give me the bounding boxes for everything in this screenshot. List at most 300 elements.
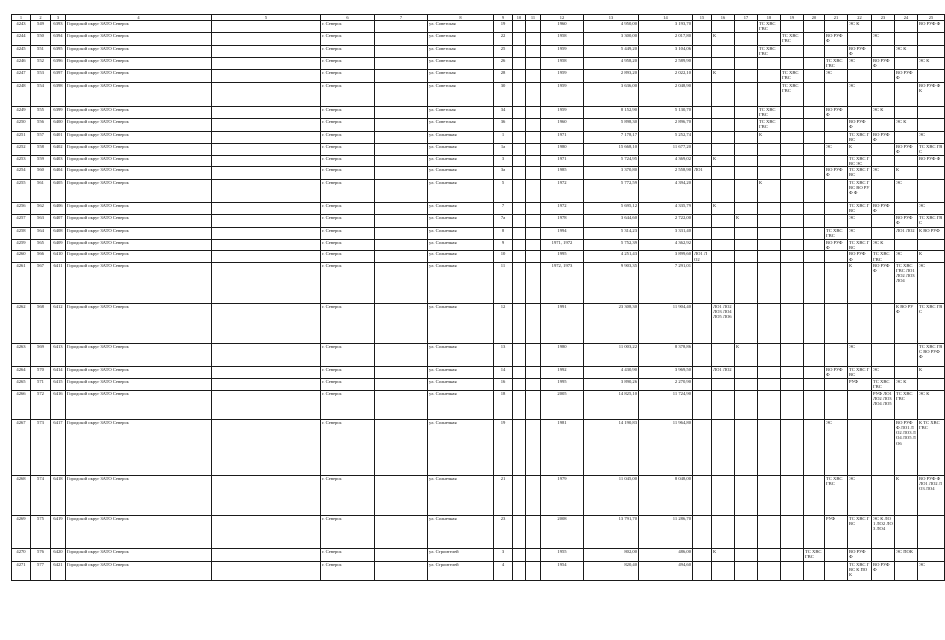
- table-cell-col-22: [848, 262, 872, 303]
- table-row: [12, 106, 945, 118]
- cell-text: ТС ХВС ГВС: [759, 118, 776, 129]
- table-cell-col-9: [494, 378, 513, 390]
- cell-text: Городской округ ЗАТО Северск: [67, 57, 129, 63]
- cell-text: 570: [37, 366, 44, 372]
- table-cell-col-13: [584, 419, 639, 475]
- cell-text: ВО РУФ Ф: [826, 106, 843, 117]
- table-cell-col-15: [693, 515, 712, 548]
- table-cell-col-18: [758, 32, 781, 45]
- table-cell-col-25: [918, 118, 945, 131]
- table-cell-col-18: [758, 366, 781, 378]
- table-cell-col-11: [526, 167, 541, 180]
- table-cell-col-22: [848, 303, 872, 343]
- cell-text: ВО РУФ Ф: [826, 240, 843, 251]
- table-cell-col-2: [31, 561, 51, 580]
- cell-text: ЭС: [826, 69, 833, 75]
- cell-text: г. Северск: [322, 240, 342, 246]
- cell-text: ул. Советская: [429, 118, 456, 124]
- table-cell-col-16: [712, 378, 735, 390]
- table-cell-col-5: [212, 69, 321, 82]
- table-cell-col-7: [375, 475, 428, 515]
- table-cell-col-19: [781, 45, 804, 57]
- table-cell-col-21: [825, 180, 848, 203]
- cell-text: 11 724,90: [672, 390, 691, 396]
- table-cell-col-3: [51, 180, 66, 203]
- table-cell-col-3: [51, 203, 66, 215]
- cell-text: г. Северск: [322, 390, 342, 396]
- table-cell-col-9: [494, 215, 513, 228]
- table-cell-col-3: [51, 45, 66, 57]
- table-cell-col-13: [584, 390, 639, 419]
- table-cell-col-16: [712, 419, 735, 475]
- table-cell-col-3: [51, 21, 66, 32]
- table-cell-col-15: [693, 106, 712, 118]
- cell-text: 1а: [500, 143, 506, 149]
- table-cell-col-17: [735, 167, 758, 180]
- table-cell-col-17: [735, 180, 758, 203]
- cell-text: Городской округ ЗАТО Северск: [67, 366, 129, 372]
- cell-text: 6401: [53, 131, 63, 137]
- table-cell-col-14: [639, 57, 693, 69]
- cell-text: 8 152,90: [620, 106, 637, 112]
- table-cell-col-24: [895, 32, 918, 45]
- table-cell-col-2: [31, 515, 51, 548]
- table-cell-col-25: [918, 228, 945, 240]
- table-cell-col-1: [12, 143, 31, 155]
- table-row: [12, 21, 945, 32]
- cell-text: 4243: [16, 21, 26, 27]
- table-cell-col-3: [51, 155, 66, 166]
- table-cell-col-25: [918, 167, 945, 180]
- cell-text: К: [713, 32, 717, 38]
- table-cell-col-15: [693, 155, 712, 166]
- table-cell-col-5: [212, 45, 321, 57]
- table-cell-col-15: [693, 82, 712, 106]
- table-cell-col-16: [712, 228, 735, 240]
- table-cell-col-4: [66, 32, 212, 45]
- table-cell-col-7: [375, 180, 428, 203]
- table-cell-col-20: [804, 561, 825, 580]
- table-cell-col-19: [781, 167, 804, 180]
- table-cell-col-18: [758, 155, 781, 166]
- table-cell-col-7: [375, 419, 428, 475]
- cell-text: 4245: [16, 45, 26, 51]
- table-cell-col-4: [66, 82, 212, 106]
- cell-text: 6398: [53, 82, 63, 88]
- column-number-8: 8: [428, 15, 494, 21]
- table-cell-col-1: [12, 378, 31, 390]
- table-cell-col-16: [712, 390, 735, 419]
- table-cell-col-6: [321, 203, 375, 215]
- table-cell-col-13: [584, 378, 639, 390]
- cell-text: 6417: [53, 419, 63, 425]
- cell-text: 14 825,10: [618, 390, 637, 396]
- table-cell-col-25: [918, 180, 945, 203]
- cell-text: 2 893,20: [620, 69, 637, 75]
- cell-text: 1979: [557, 475, 567, 481]
- table-cell-col-8: [428, 366, 494, 378]
- table-cell-col-5: [212, 106, 321, 118]
- cell-text: Городской округ ЗАТО Северск: [67, 106, 129, 112]
- cell-text: 564: [37, 228, 44, 234]
- table-cell-col-7: [375, 390, 428, 419]
- cell-text: ЭС: [896, 251, 903, 257]
- cell-text: ЛО1 ЛО2: [896, 228, 915, 234]
- cell-text: 2 896,70: [674, 118, 691, 124]
- table-cell-col-4: [66, 419, 212, 475]
- table-row: [12, 118, 945, 131]
- table-cell-col-16: [712, 343, 735, 366]
- table-cell-col-23: [872, 475, 895, 515]
- table-cell-col-21: [825, 515, 848, 548]
- cell-text: 560: [37, 167, 44, 173]
- cell-text: 566: [37, 251, 44, 257]
- cell-text: 559: [37, 155, 44, 161]
- table-cell-col-25: [918, 419, 945, 475]
- table-cell-col-22: [848, 561, 872, 580]
- table-cell-col-21: [825, 548, 848, 561]
- table-cell-col-18: [758, 228, 781, 240]
- table-cell-col-10: [513, 118, 526, 131]
- table-cell-col-15: [693, 475, 712, 515]
- table-cell-col-25: [918, 215, 945, 228]
- cell-text: ул. Солнечная: [429, 515, 457, 521]
- cell-text: 4 369,02: [674, 155, 691, 161]
- table-cell-col-15: [693, 378, 712, 390]
- table-cell-col-2: [31, 475, 51, 515]
- cell-text: ул. Солнечная: [429, 215, 457, 221]
- table-cell-col-18: [758, 131, 781, 143]
- table-cell-col-16: [712, 251, 735, 262]
- table-cell-col-2: [31, 69, 51, 82]
- cell-text: ВО РУФ Ф К: [919, 82, 941, 93]
- table-cell-col-1: [12, 69, 31, 82]
- cell-text: ЭС: [826, 143, 833, 149]
- cell-text: ВО РУФ Ф: [826, 32, 843, 43]
- cell-text: 3 899,60: [674, 251, 691, 257]
- table-cell-col-18: [758, 57, 781, 69]
- column-number-10: 10: [513, 15, 526, 21]
- column-number-25: 25: [918, 15, 945, 21]
- table-cell-col-1: [12, 167, 31, 180]
- cell-text: 562: [37, 203, 44, 209]
- table-cell-col-10: [513, 106, 526, 118]
- cell-text: К: [849, 262, 853, 268]
- table-cell-col-22: [848, 180, 872, 203]
- table-cell-col-14: [639, 419, 693, 475]
- table-cell-col-2: [31, 366, 51, 378]
- cell-text: ЭС: [873, 366, 880, 372]
- table-cell-col-14: [639, 69, 693, 82]
- table-cell-col-11: [526, 69, 541, 82]
- table-cell-col-20: [804, 180, 825, 203]
- cell-text: Городской округ ЗАТО Северск: [67, 203, 129, 209]
- cell-text: 15 668,10: [618, 143, 637, 149]
- table-row: [12, 32, 945, 45]
- table-cell-col-3: [51, 240, 66, 251]
- table-cell-col-7: [375, 215, 428, 228]
- table-cell-col-6: [321, 262, 375, 303]
- table-cell-col-9: [494, 240, 513, 251]
- table-cell-col-20: [804, 390, 825, 419]
- table-cell-col-10: [513, 155, 526, 166]
- cell-text: 575: [37, 515, 44, 521]
- table-cell-col-21: [825, 203, 848, 215]
- table-cell-col-13: [584, 69, 639, 82]
- table-cell-col-25: [918, 45, 945, 57]
- cell-text: 1980: [557, 343, 567, 349]
- cell-text: 4 335,79: [674, 203, 691, 209]
- cell-text: 7 291,01: [674, 262, 691, 268]
- table-row: [12, 561, 945, 580]
- table-cell-col-19: [781, 118, 804, 131]
- cell-text: 4266: [16, 390, 26, 396]
- table-cell-col-9: [494, 21, 513, 32]
- table-cell-col-15: [693, 131, 712, 143]
- table-cell-col-17: [735, 240, 758, 251]
- cell-text: К ВО РУФ: [896, 303, 914, 315]
- table-cell-col-10: [513, 419, 526, 475]
- table-cell-col-5: [212, 366, 321, 378]
- table-cell-col-13: [584, 548, 639, 561]
- table-cell-col-10: [513, 180, 526, 203]
- cell-text: 5 130,70: [674, 106, 691, 112]
- cell-text: Городской округ ЗАТО Северск: [67, 343, 129, 349]
- table-cell-col-24: [895, 106, 918, 118]
- table-row: [12, 155, 945, 166]
- cell-text: 19: [500, 419, 506, 425]
- cell-text: 26: [500, 57, 506, 63]
- cell-text: 565: [37, 240, 44, 246]
- table-cell-col-9: [494, 561, 513, 580]
- cell-text: ВО РУФ Ф: [873, 561, 890, 573]
- cell-text: ул. Солнечная: [429, 475, 457, 481]
- table-cell-col-18: [758, 82, 781, 106]
- table-cell-col-13: [584, 303, 639, 343]
- table-cell-col-24: [895, 262, 918, 303]
- table-cell-col-17: [735, 419, 758, 475]
- table-cell-col-12: [541, 82, 584, 106]
- cell-text: 11 045,00: [618, 475, 637, 481]
- table-cell-col-7: [375, 203, 428, 215]
- cell-text: ЭС: [873, 167, 880, 173]
- table-cell-col-8: [428, 378, 494, 390]
- cell-text: ЛО1 ЛО2: [713, 366, 732, 372]
- table-cell-col-8: [428, 143, 494, 155]
- table-cell-col-13: [584, 180, 639, 203]
- cell-text: 2 722,00: [674, 215, 691, 221]
- cell-text: ЭС К: [919, 57, 930, 63]
- table-cell-col-5: [212, 419, 321, 475]
- cell-text: Городской округ ЗАТО Северск: [67, 228, 129, 234]
- cell-text: 19: [500, 21, 506, 27]
- table-cell-col-25: [918, 82, 945, 106]
- table-cell-col-14: [639, 515, 693, 548]
- table-cell-col-2: [31, 82, 51, 106]
- table-cell-col-1: [12, 82, 31, 106]
- column-number-18: 18: [758, 15, 781, 21]
- table-cell-col-21: [825, 419, 848, 475]
- cell-text: 4268: [16, 475, 26, 481]
- table-cell-col-8: [428, 155, 494, 166]
- cell-text: 4265: [16, 378, 26, 384]
- table-cell-col-25: [918, 106, 945, 118]
- cell-text: Городской округ ЗАТО Северск: [67, 215, 129, 221]
- cell-text: ЛО1 ЛО2: [694, 251, 707, 262]
- table-cell-col-3: [51, 390, 66, 419]
- cell-text: ЭС: [849, 57, 856, 63]
- cell-text: 4244: [16, 32, 26, 38]
- table-cell-col-1: [12, 228, 31, 240]
- table-cell-col-16: [712, 106, 735, 118]
- cell-text: 3 104,06: [674, 45, 691, 51]
- cell-text: 6419: [53, 515, 63, 521]
- cell-text: ул. Советская: [429, 45, 456, 51]
- table-cell-col-9: [494, 106, 513, 118]
- table-cell-col-25: [918, 21, 945, 32]
- table-cell-col-1: [12, 561, 31, 580]
- table-cell-col-11: [526, 180, 541, 203]
- table-cell-col-6: [321, 215, 375, 228]
- table-cell-col-16: [712, 82, 735, 106]
- table-cell-col-3: [51, 82, 66, 106]
- table-cell-col-16: [712, 475, 735, 515]
- cell-text: ТС ХВС ГВС: [849, 131, 870, 142]
- column-number-1: 1: [12, 15, 31, 21]
- cell-text: ВО РУФ Ф: [896, 69, 913, 80]
- cell-text: 18: [500, 390, 506, 396]
- cell-text: г. Северск: [322, 69, 342, 75]
- table-cell-col-5: [212, 155, 321, 166]
- table-cell-col-16: [712, 143, 735, 155]
- table-row: [12, 167, 945, 180]
- cell-text: 2 022,10: [674, 69, 691, 75]
- table-row: [12, 262, 945, 303]
- cell-text: Городской округ ЗАТО Северск: [67, 32, 129, 38]
- table-cell-col-15: [693, 303, 712, 343]
- table-cell-col-7: [375, 251, 428, 262]
- cell-text: 22: [500, 32, 506, 38]
- table-cell-col-13: [584, 45, 639, 57]
- cell-text: Городской округ ЗАТО Северск: [67, 45, 129, 51]
- table-cell-col-3: [51, 475, 66, 515]
- column-number-14: 14: [639, 15, 693, 21]
- table-cell-col-14: [639, 155, 693, 166]
- table-cell-col-19: [781, 366, 804, 378]
- table-cell-col-4: [66, 303, 212, 343]
- cell-text: ул. Солнечная: [429, 378, 457, 384]
- table-cell-col-6: [321, 419, 375, 475]
- table-cell-col-10: [513, 390, 526, 419]
- table-cell-col-7: [375, 343, 428, 366]
- table-cell-col-7: [375, 155, 428, 166]
- cell-text: 5 752,39: [620, 240, 637, 246]
- table-cell-col-22: [848, 167, 872, 180]
- cell-text: ВО РУФ Ф: [849, 45, 866, 56]
- cell-text: 2 048,90: [674, 82, 691, 88]
- table-cell-col-13: [584, 32, 639, 45]
- cell-text: 6418: [53, 475, 63, 481]
- cell-text: ТС ХВС ГВС: [849, 167, 870, 178]
- cell-text: ТС ХВС ГВС ЛО1 ЛО2 ЛО3 ЛО4: [896, 262, 915, 284]
- table-cell-col-22: [848, 390, 872, 419]
- table-cell-col-9: [494, 390, 513, 419]
- table-cell-col-9: [494, 118, 513, 131]
- cell-text: 1992: [557, 366, 567, 372]
- table-cell-col-3: [51, 366, 66, 378]
- table-cell-col-6: [321, 251, 375, 262]
- table-cell-col-24: [895, 240, 918, 251]
- table-cell-col-24: [895, 366, 918, 378]
- table-cell-col-21: [825, 143, 848, 155]
- table-cell-col-21: [825, 167, 848, 180]
- cell-text: ЭС ПОК: [896, 548, 913, 554]
- table-cell-col-6: [321, 515, 375, 548]
- table-cell-col-18: [758, 240, 781, 251]
- cell-text: 5 252,74: [674, 131, 691, 137]
- cell-text: 4267: [16, 419, 26, 425]
- table-cell-col-18: [758, 21, 781, 32]
- table-cell-col-11: [526, 118, 541, 131]
- table-cell-col-3: [51, 131, 66, 143]
- table-row: [12, 475, 945, 515]
- table-cell-col-24: [895, 180, 918, 203]
- table-cell-col-16: [712, 240, 735, 251]
- cell-text: ВО РУФ Ф ЛО1 ЛО2 ЛО3 ЛО4 ЛО5 ЛО6: [896, 419, 916, 446]
- table-cell-col-6: [321, 45, 375, 57]
- cell-text: ВО РУФ Ф: [849, 251, 866, 262]
- table-cell-col-1: [12, 366, 31, 378]
- cell-text: г. Северск: [322, 106, 342, 112]
- table-cell-col-16: [712, 57, 735, 69]
- table-cell-col-14: [639, 303, 693, 343]
- table-cell-col-7: [375, 240, 428, 251]
- table-cell-col-3: [51, 143, 66, 155]
- table-cell-col-2: [31, 106, 51, 118]
- cell-text: 573: [37, 419, 44, 425]
- table-cell-col-23: [872, 203, 895, 215]
- cell-text: ул. Солнечная: [429, 303, 457, 309]
- cell-text: 1971: [557, 131, 567, 137]
- table-cell-col-11: [526, 390, 541, 419]
- table-cell-col-8: [428, 262, 494, 303]
- table-cell-col-6: [321, 240, 375, 251]
- table-cell-col-24: [895, 118, 918, 131]
- cell-text: 4 430,90: [620, 366, 637, 372]
- table-cell-col-8: [428, 82, 494, 106]
- table-cell-col-14: [639, 228, 693, 240]
- table-cell-col-14: [639, 143, 693, 155]
- cell-text: 3: [501, 155, 505, 161]
- table-cell-col-24: [895, 228, 918, 240]
- table-cell-col-18: [758, 343, 781, 366]
- table-cell-col-25: [918, 561, 945, 580]
- table-cell-col-11: [526, 57, 541, 69]
- table-cell-col-6: [321, 228, 375, 240]
- column-number-24: 24: [895, 15, 918, 21]
- cell-text: К: [713, 203, 717, 209]
- cell-text: ул. Солнечная: [429, 240, 457, 246]
- cell-text: 4251: [16, 131, 26, 137]
- table-cell-col-2: [31, 390, 51, 419]
- table-cell-col-11: [526, 343, 541, 366]
- table-cell-col-14: [639, 366, 693, 378]
- table-cell-col-15: [693, 548, 712, 561]
- table-cell-col-12: [541, 45, 584, 57]
- table-cell-col-13: [584, 131, 639, 143]
- cell-text: 551: [37, 45, 44, 51]
- cell-text: ТС ХВС ГВС: [873, 251, 890, 262]
